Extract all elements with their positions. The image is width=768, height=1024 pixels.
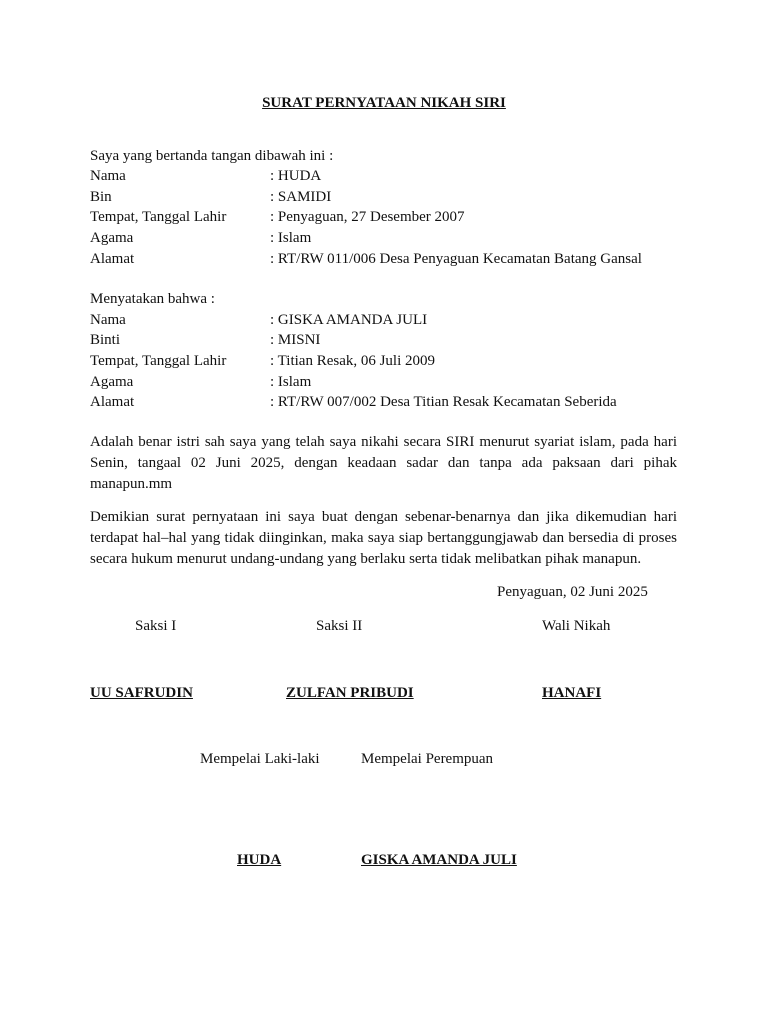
- witness1-role: Saksi I: [135, 618, 177, 634]
- declaration-intro: Menyatakan bahwa :: [90, 291, 215, 307]
- document-title: SURAT PERNYATAAN NIKAH SIRI: [262, 95, 506, 111]
- witness2-role: Saksi II: [316, 618, 363, 634]
- groom-row-address: [90, 250, 690, 268]
- field-label: Alamat: [90, 251, 135, 267]
- bride-row-address: [90, 393, 690, 411]
- field-label: Binti: [90, 332, 121, 348]
- field-label: Alamat: [90, 394, 135, 410]
- field-label: Agama: [90, 374, 134, 390]
- field-value: : RT/RW 011/006 Desa Penyaguan Kecamatan Batang Gansal: [270, 251, 642, 267]
- bride-row-father: [90, 331, 690, 349]
- groom-signature-name: HUDA: [237, 852, 282, 868]
- field-label: Tempat, Tanggal Lahir: [90, 353, 227, 369]
- intro-text: Saya yang bertanda tangan dibawah ini :: [90, 148, 334, 164]
- bride-row-birth: [90, 352, 690, 370]
- field-label: Agama: [90, 230, 134, 246]
- statement-paragraph: Adalah benar istri sah saya yang telah saya nikahi secara SIRI menurut syariat islam, pada hari Senin, tangaal 02 Juni 2025, dengan keadaan sadar dan tanpa ada paksaan dari pihak manapun.mm: [90, 434, 677, 492]
- field-value: : RT/RW 007/002 Desa Titian Resak Kecamatan Seberida: [270, 394, 617, 410]
- place-date: Penyaguan, 02 Juni 2025: [497, 584, 648, 600]
- field-value: : Penyaguan, 27 Desember 2007: [270, 209, 465, 225]
- witness1-name: UU SAFRUDIN: [90, 685, 193, 701]
- bride-role: Mempelai Perempuan: [361, 751, 494, 767]
- field-value: : GISKA AMANDA JULI: [270, 312, 428, 328]
- bride-row-religion: [90, 373, 690, 391]
- field-value: : SAMIDI: [270, 189, 332, 205]
- field-value: : MISNI: [270, 332, 321, 348]
- groom-row-name: [90, 167, 690, 185]
- field-label: Nama: [90, 312, 126, 328]
- guardian-name: HANAFI: [542, 685, 602, 701]
- field-value: : Islam: [270, 230, 312, 246]
- field-value: : Titian Resak, 06 Juli 2009: [270, 353, 436, 369]
- bride-signature-name: GISKA AMANDA JULI: [361, 852, 517, 868]
- groom-row-father: [90, 188, 690, 206]
- groom-role: Mempelai Laki-laki: [200, 751, 320, 767]
- closing-paragraph: Demikian surat pernyataan ini saya buat dengan sebenar-benarnya dan jika dikemudian hari terdapat hal–hal yang tidak diinginkan, maka saya siap bertanggungjawab dan bersedia di proses secara hukum menurut undang-undang yang berlaku serta tidak melibatkan pihak manapun.: [90, 509, 677, 567]
- field-value: : HUDA: [270, 168, 322, 184]
- witness2-name: ZULFAN PRIBUDI: [286, 685, 414, 701]
- groom-row-religion: [90, 229, 690, 247]
- field-label: Tempat, Tanggal Lahir: [90, 209, 227, 225]
- field-value: : Islam: [270, 374, 312, 390]
- groom-row-birth: [90, 208, 690, 226]
- field-label: Nama: [90, 168, 126, 184]
- field-label: Bin: [90, 189, 112, 205]
- guardian-role: Wali Nikah: [542, 618, 611, 634]
- bride-row-name: [90, 311, 690, 329]
